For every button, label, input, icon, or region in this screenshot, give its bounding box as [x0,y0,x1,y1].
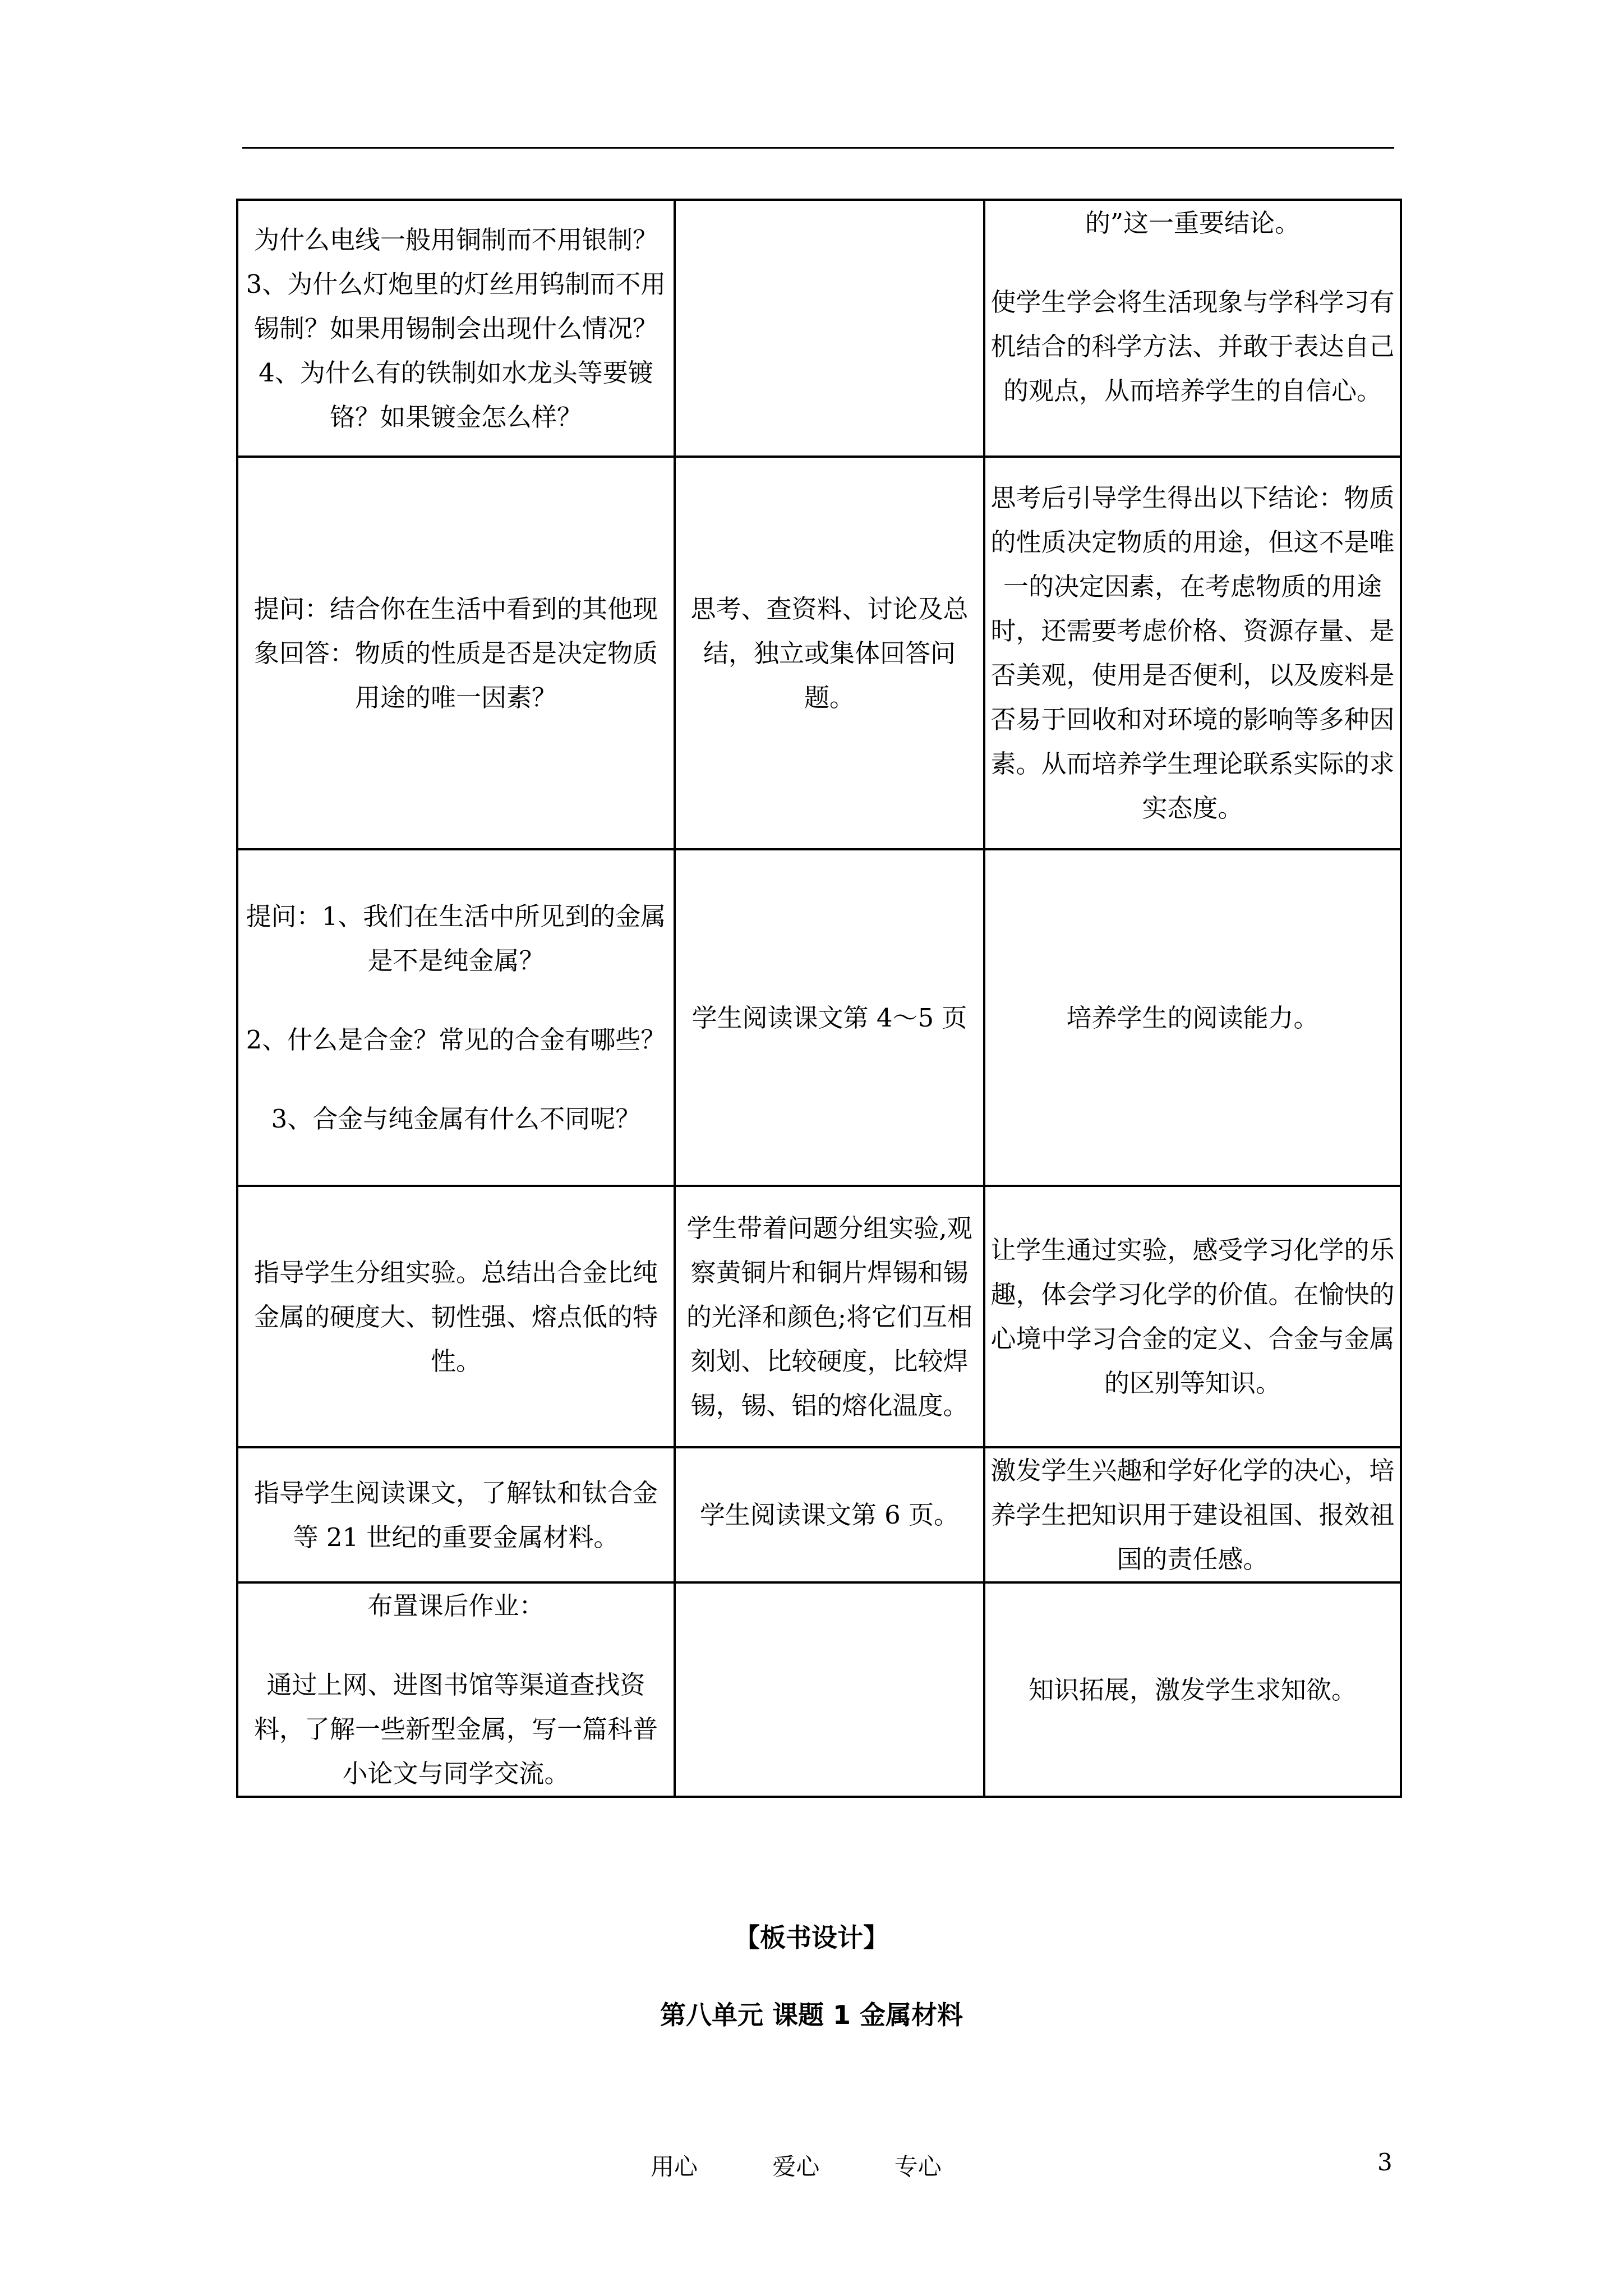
teacher-activity-cell [237,1582,675,1797]
cell-text: 的”这一重要结论。 [1085,208,1300,238]
cell-text: 思考后引导学生得出以下结论：物质的性质决定物质的用途，但这不是唯一的决定因素，在考虑物质的用途时，还需要考虑价格、资源存量、是否美观，使用是否便利，以及废料是否易于回收和对环境的影响等多种因素。从而培养学生理论联系实际的求实态度。 [990,483,1395,823]
cell-text: 知识拓展，激发学生求知欲。 [1028,1674,1357,1705]
student-activity-cell [675,457,984,849]
footer-motto-item: 用心 [651,2153,698,2180]
cell-text: 3、合金与纯金属有什么不同呢？ [271,1104,641,1134]
cell-text: 提问：结合你在生活中看到的其他现象回答：物质的性质是否是决定物质用途的唯一因素？ [253,593,658,712]
cell-text: 提问：1、我们在生活中所见到的金属是不是纯金属？ [246,901,666,976]
cell-text: 2、什么是合金？常见的合金有哪些？ [246,1025,666,1055]
footer-motto [651,2148,1009,2182]
student-activity-cell [675,1582,984,1797]
page-number: 3 [1377,2148,1393,2176]
teacher-activity-cell [237,200,675,457]
cell-text: 学生阅读课文第 6 页。 [699,1500,960,1530]
student-activity-cell [675,849,984,1186]
design-purpose-cell [984,1186,1401,1447]
cell-text: 指导学生分组实验。总结出合金比纯金属的硬度大、韧性强、熔点低的特性。 [253,1257,658,1376]
footer-motto-item: 爱心 [772,2153,820,2180]
cell-text: 学生阅读课文第 4～5 页 [691,1002,967,1033]
header-rule [242,147,1394,149]
cell-text: 让学生通过实验，感受学习化学的乐趣，体会学习化学的价值。在愉快的心境中学习合金的定义、合金与金属的区别等知识。 [990,1235,1395,1398]
cell-text: 学生带着问题分组实验,观察黄铜片和铜片焊锡和锡的光泽和颜色;将它们互相刻划、比较硬度，比较焊锡，锡、铝的熔化温度。 [686,1213,973,1420]
teacher-activity-cell [237,1447,675,1582]
design-purpose-cell [984,457,1401,849]
cell-text: 为什么电线一般用铜制而不用银制？3、为什么灯炮里的灯丝用钨制而不用锡制？如果用锡制会出现什么情况？4、为什么有的铁制如水龙头等要镀铬？如果镀金怎么样？ [246,224,666,432]
table-row [237,457,1401,849]
board-design-heading: 【板书设计】 [734,1922,889,1953]
cell-text: 布置课后作业： [367,1591,545,1621]
cell-text: 使学生学会将生活现象与学科学习有机结合的科学方法、并敢于表达自己的观点，从而培养学生的自信心。 [990,287,1395,406]
lesson-table [236,199,1402,1798]
table-row [237,1582,1401,1797]
student-activity-cell [675,200,984,457]
table-row [237,1186,1401,1447]
teacher-activity-cell [237,849,675,1186]
table-row [237,849,1401,1186]
design-purpose-cell [984,1447,1401,1582]
cell-text: 激发学生兴趣和学好化学的决心，培养学生把知识用于建设祖国、报效祖国的责任感。 [990,1456,1395,1574]
cell-text: 指导学生阅读课文，了解钛和钛合金等 21 世纪的重要金属材料。 [253,1478,658,1552]
cell-text: 思考、查资料、讨论及总结，独立或集体回答问题。 [690,593,969,712]
table-row [237,200,1401,457]
student-activity-cell [675,1186,984,1447]
teacher-activity-cell [237,457,675,849]
teacher-activity-cell [237,1186,675,1447]
footer-motto-item: 专心 [894,2153,942,2180]
cell-text: 通过上网、进图书馆等渠道查找资料，了解一些新型金属，写一篇科普小论文与同学交流。 [253,1670,658,1788]
table-row [237,1447,1401,1582]
board-design-title: 第八单元 课题 1 金属材料 [660,2000,963,2030]
cell-text: 培养学生的阅读能力。 [1066,1002,1319,1033]
design-purpose-cell [984,200,1401,457]
design-purpose-cell [984,1582,1401,1797]
design-purpose-cell [984,849,1401,1186]
student-activity-cell [675,1447,984,1582]
